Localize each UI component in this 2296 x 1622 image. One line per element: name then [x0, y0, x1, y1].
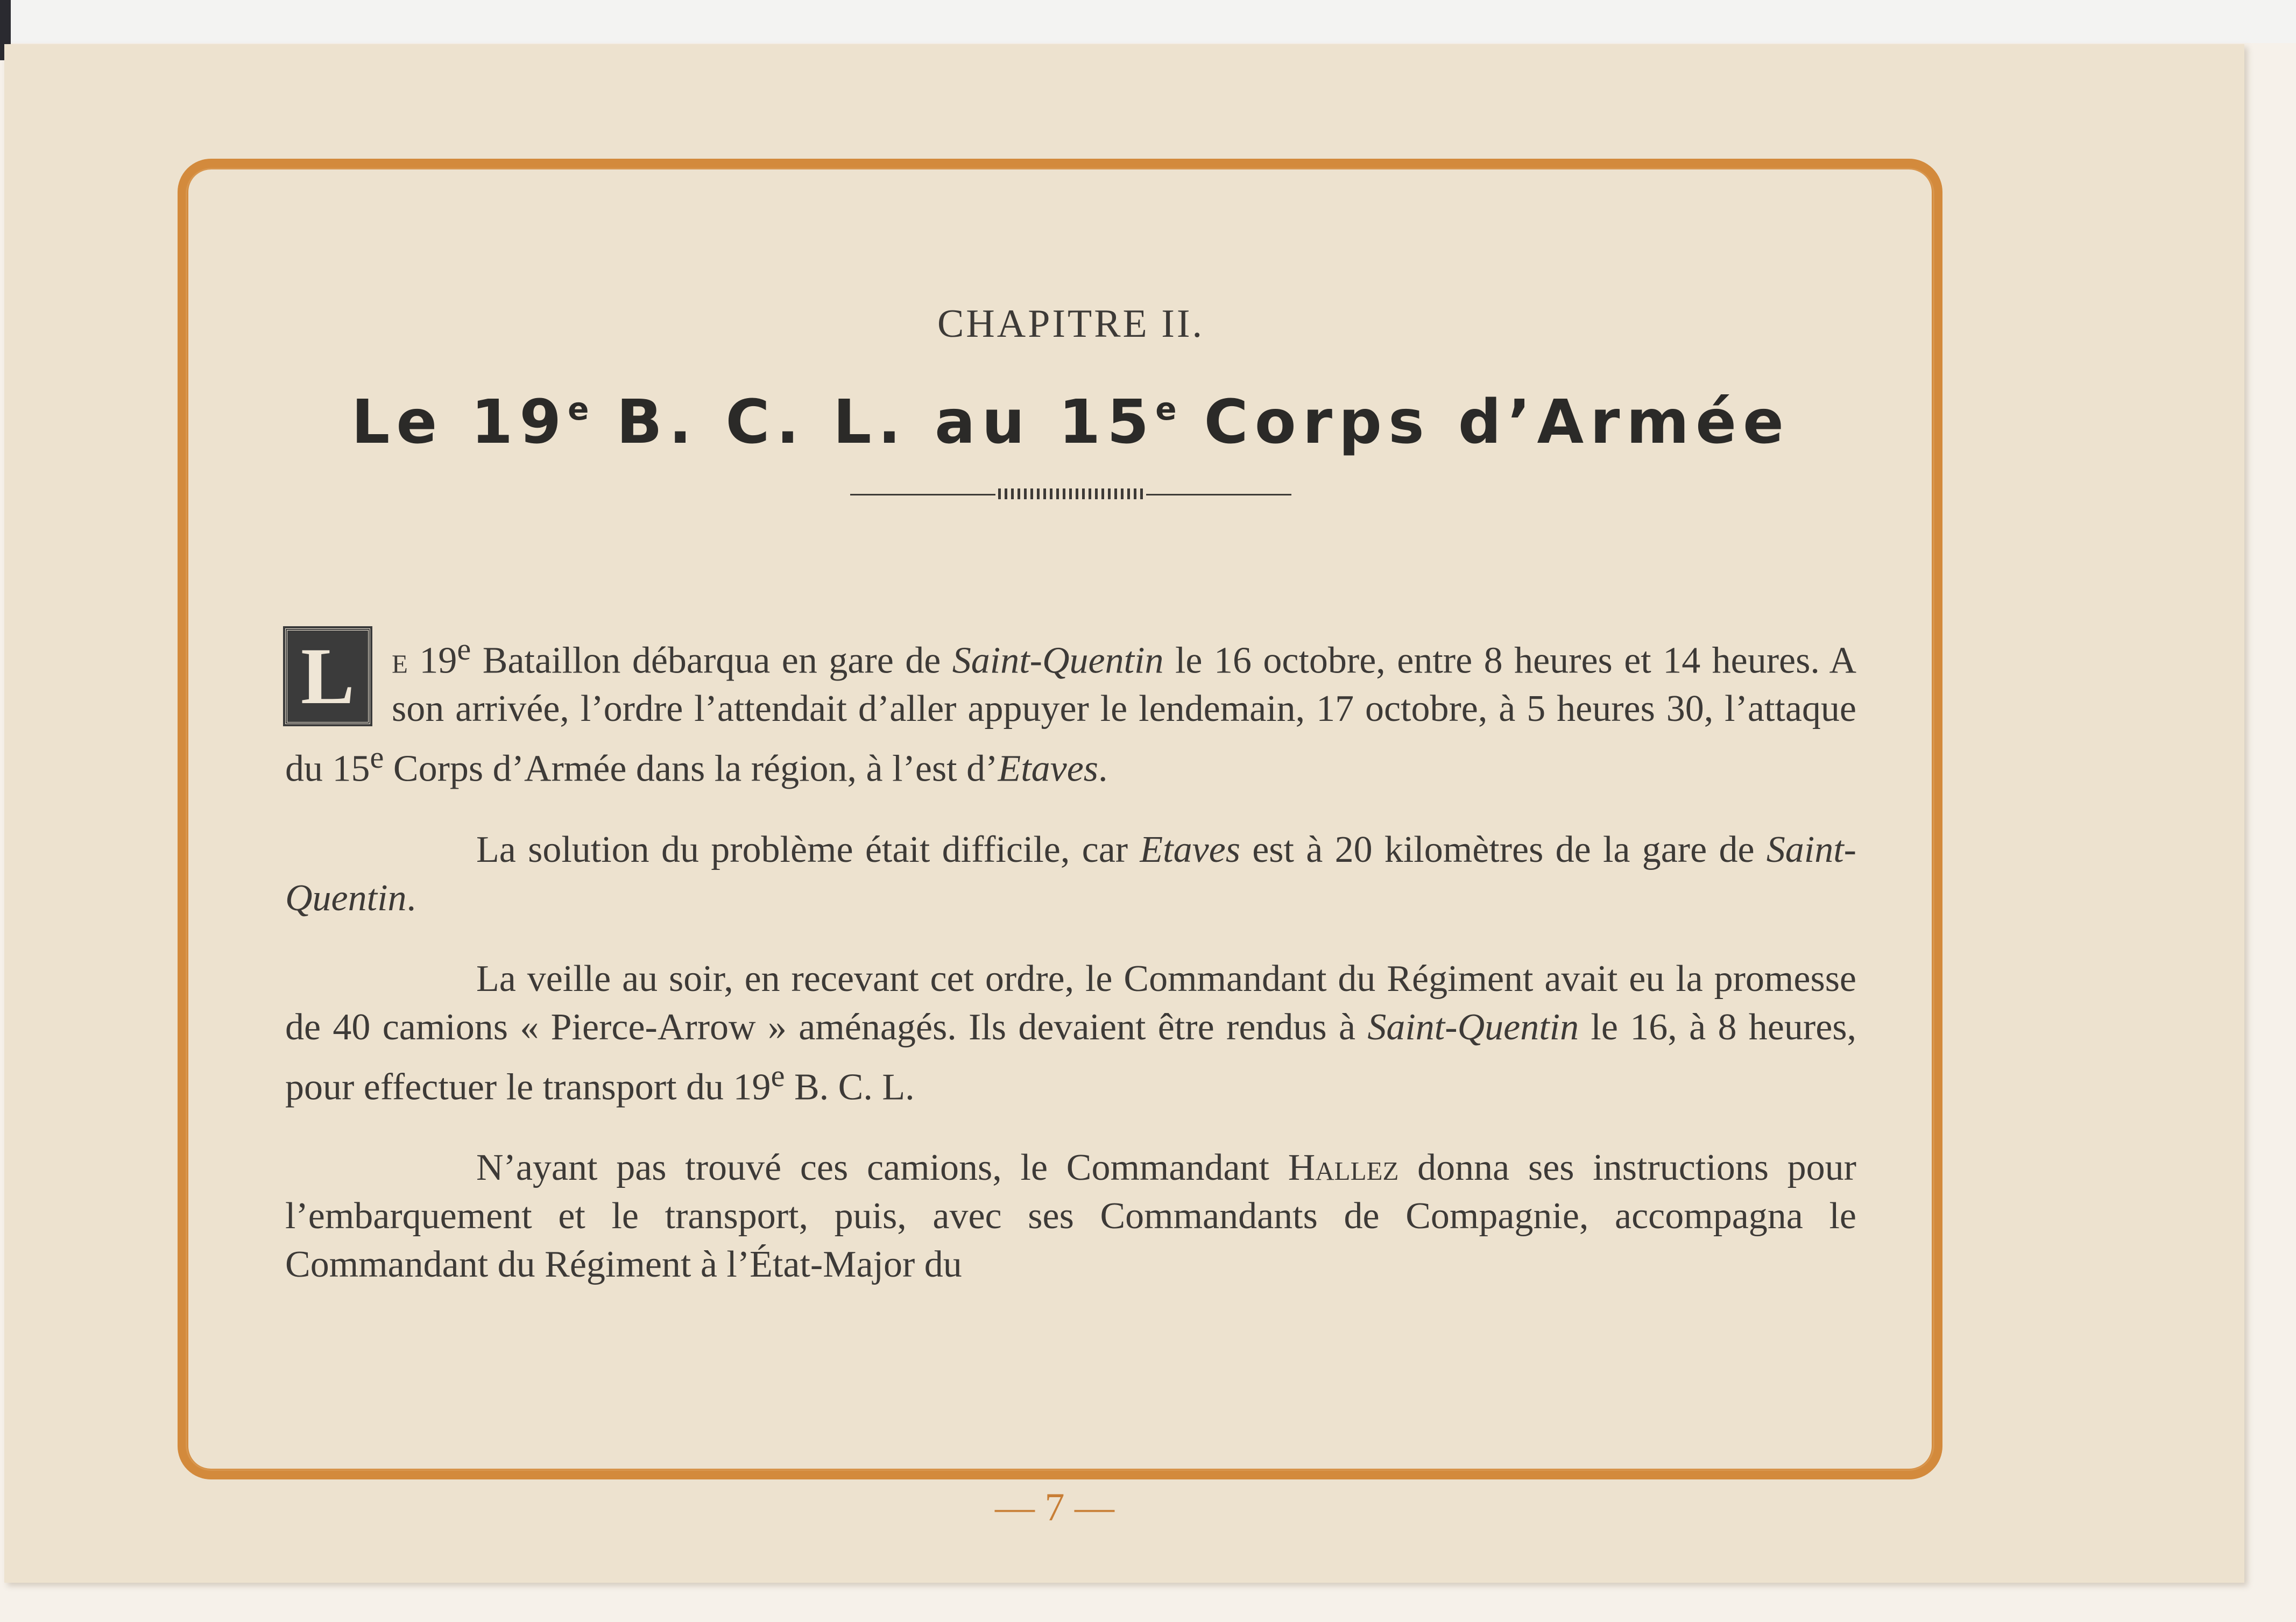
title-divider-ornament	[850, 488, 1291, 501]
chapter-title: Le 19e B. C. L. au 15e Corps d’Armée	[351, 387, 1791, 457]
scan-background-strip	[0, 0, 2296, 43]
paragraph-1: L e 19e Bataillon débarqua en gare de Saint-Quentin le 16 octobre, entre 8 heures et 14 heures. A son arrivée, l’ordre l’attendait d’aller appuyer le lendemain, 17 octobre, à 5 heures 30, l’attaque du 15e Corps d’Armée dans la région, à l’est d’Etaves.	[285, 625, 1856, 794]
page-number: — 7 —	[995, 1485, 1114, 1529]
paragraph-2: La solution du problème était difficile, car Etaves est à 20 kilomètres de la gare de Saint-Quentin.	[285, 828, 1856, 919]
chapter-heading: CHAPITRE II.	[937, 302, 1205, 346]
body-text	[285, 625, 1856, 1289]
page-content	[285, 301, 1856, 1321]
paragraph-4: N’ayant pas trouvé ces camions, le Commandant Hallez donna ses instructions pour l’embarquement et le transport, puis, avec ses Commandants de Compagnie, accompagna le Commandant du Régiment à l’État-Major du	[285, 1146, 1856, 1285]
paragraph-3: La veille au soir, en recevant cet ordre, le Commandant du Régiment avait eu la promesse de 40 camions « Pierce-Arrow » aménagés. Ils devaient être rendus à Saint-Quentin le 16, à 8 heures, pour effectuer le transport du 19e B. C. L.	[285, 958, 1857, 1108]
drop-cap-ornament: L	[285, 628, 370, 724]
